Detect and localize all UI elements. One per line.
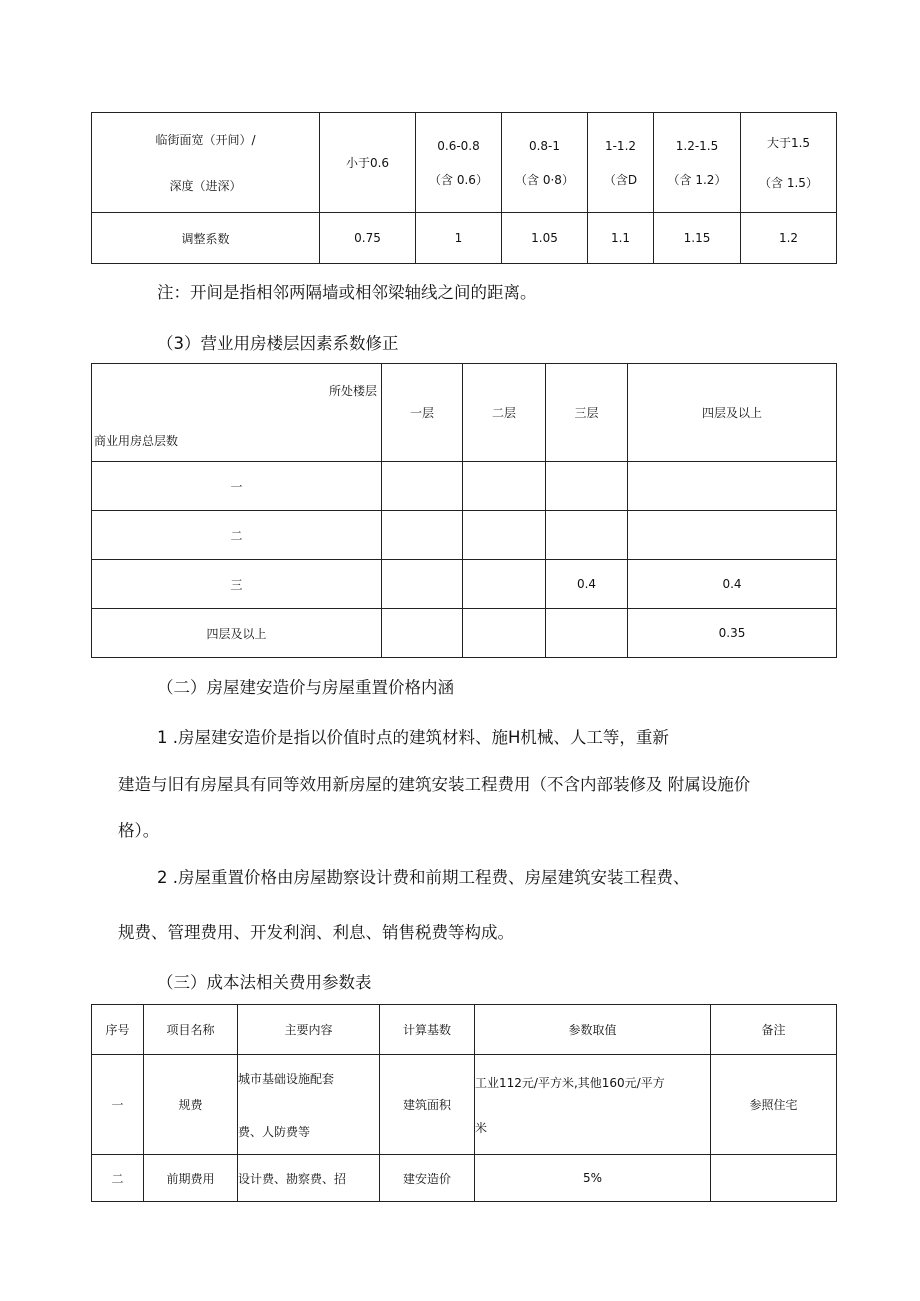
table-cell	[463, 511, 546, 560]
table-cell: 0.4	[628, 560, 837, 609]
paragraph-line: 格）。	[118, 821, 160, 840]
table-header-cell: 一层	[382, 364, 463, 462]
floor-factor-table	[91, 363, 837, 658]
table-header-cell: 三层	[546, 364, 628, 462]
paragraph-line: 建造与旧有房屋具有同等效用新房屋的建筑安装工程费用（不含内部装修及 附属设施价	[118, 775, 751, 794]
table-cell	[238, 1055, 380, 1155]
header-text: 临街面宽（开间）/	[155, 132, 256, 147]
cell-text: 米	[475, 1120, 488, 1135]
table-row	[92, 1005, 837, 1055]
table-cell: 1.05	[502, 213, 588, 264]
table-cell: 二	[92, 1155, 144, 1202]
table-cell: 5%	[475, 1155, 711, 1202]
table-row	[92, 560, 837, 609]
table-cell	[546, 462, 628, 511]
header-text: 0.6-0.8	[437, 138, 480, 153]
cell-text: 城市基础设施配套	[238, 1071, 335, 1086]
table-cell	[463, 609, 546, 658]
table-header-cell: 二层	[463, 364, 546, 462]
table-cell	[463, 560, 546, 609]
row-label: 二	[92, 511, 382, 560]
table-row	[92, 213, 837, 264]
table-row	[92, 1155, 837, 1202]
row-label: 一	[92, 462, 382, 511]
table-row	[92, 113, 837, 213]
table-cell	[546, 609, 628, 658]
table-cell: 0.35	[628, 609, 837, 658]
table-cell: 参照住宅	[711, 1055, 837, 1155]
row-label: 三	[92, 560, 382, 609]
row-label: 调整系数	[92, 213, 320, 264]
row-label: 四层及以上	[92, 609, 382, 658]
table-cell: 建筑面积	[380, 1055, 475, 1155]
header-text: （含 0·8）	[515, 172, 574, 187]
table-cell: 1.2	[741, 213, 837, 264]
frontage-depth-table	[91, 112, 837, 264]
header-text: （含 0.6）	[429, 172, 488, 187]
table-header-cell	[416, 113, 502, 213]
table-cell	[463, 462, 546, 511]
header-text: （含 1.5）	[759, 175, 818, 190]
cell-text: 工业112元/平方米,其他160元/平方	[475, 1075, 665, 1090]
paragraph-line: 2 .房屋重置价格由房屋勘察设计费和前期工程费、房屋建筑安装工程费、	[157, 868, 690, 887]
header-text: 1.2-1.5	[675, 138, 719, 153]
section-heading: （二）房屋建安造价与房屋重置价格内涵	[157, 678, 454, 697]
table-cell: 设计费、勘察费、招	[238, 1155, 380, 1202]
table-cell	[628, 511, 837, 560]
table-header-cell: 计算基数	[380, 1005, 475, 1055]
table-cell: 1	[416, 213, 502, 264]
table-row	[92, 609, 837, 658]
table-header-cell: 项目名称	[144, 1005, 238, 1055]
table-cell	[382, 462, 463, 511]
table-cell: 前期费用	[144, 1155, 238, 1202]
table-cell: 0.75	[320, 213, 416, 264]
table-header-cell	[92, 113, 320, 213]
note-text: 注：开间是指相邻两隔墙或相邻梁轴线之间的距离。	[157, 283, 537, 302]
table-cell: 一	[92, 1055, 144, 1155]
table-header-cell: 参数取值	[475, 1005, 711, 1055]
header-text: 大于1.5	[766, 135, 811, 150]
header-text: （含D	[603, 172, 638, 187]
table-cell	[382, 560, 463, 609]
paragraph-line: 1 .房屋建安造价是指以价值时点的建筑材料、施H机械、人工等，重新	[157, 728, 669, 747]
table-row	[92, 462, 837, 511]
table-cell: 0.4	[546, 560, 628, 609]
table-header-cell	[654, 113, 741, 213]
table-row	[92, 1055, 837, 1155]
header-text: 小于0.6	[345, 156, 390, 170]
table-cell	[711, 1155, 837, 1202]
header-text: 商业用房总层数	[94, 434, 179, 448]
table-header-cell: 四层及以上	[628, 364, 837, 462]
table-header-cell: 备注	[711, 1005, 837, 1055]
header-text: 1-1.2	[604, 138, 637, 153]
table-header-cell: 主要内容	[238, 1005, 380, 1055]
paragraph-line: 规费、管理费用、开发利润、利息、销售税费等构成。	[118, 923, 514, 942]
corner-header-cell	[92, 364, 382, 462]
table-cell: 1.1	[588, 213, 654, 264]
table-header-cell	[741, 113, 837, 213]
section-heading: （3）营业用房楼层因素系数修正	[157, 334, 399, 353]
table-row	[92, 511, 837, 560]
table-header-cell	[502, 113, 588, 213]
table-cell: 1.15	[654, 213, 741, 264]
table-cell	[382, 609, 463, 658]
header-text: 0.8-1	[528, 138, 561, 153]
header-text: （含 1.2）	[667, 172, 727, 187]
section-heading: （三）成本法相关费用参数表	[157, 973, 372, 992]
table-header-cell	[320, 113, 416, 213]
header-text: 深度（进深）	[169, 178, 242, 193]
cell-text: 费、人防费等	[238, 1124, 311, 1139]
table-cell	[475, 1055, 711, 1155]
table-cell: 建安造价	[380, 1155, 475, 1202]
table-row	[92, 364, 837, 462]
table-header-cell	[588, 113, 654, 213]
cost-parameter-table	[91, 1004, 837, 1202]
table-cell	[628, 462, 837, 511]
header-text: 所处楼层	[328, 384, 377, 398]
table-cell	[546, 511, 628, 560]
table-cell: 规费	[144, 1055, 238, 1155]
table-header-cell: 序号	[92, 1005, 144, 1055]
table-cell	[382, 511, 463, 560]
